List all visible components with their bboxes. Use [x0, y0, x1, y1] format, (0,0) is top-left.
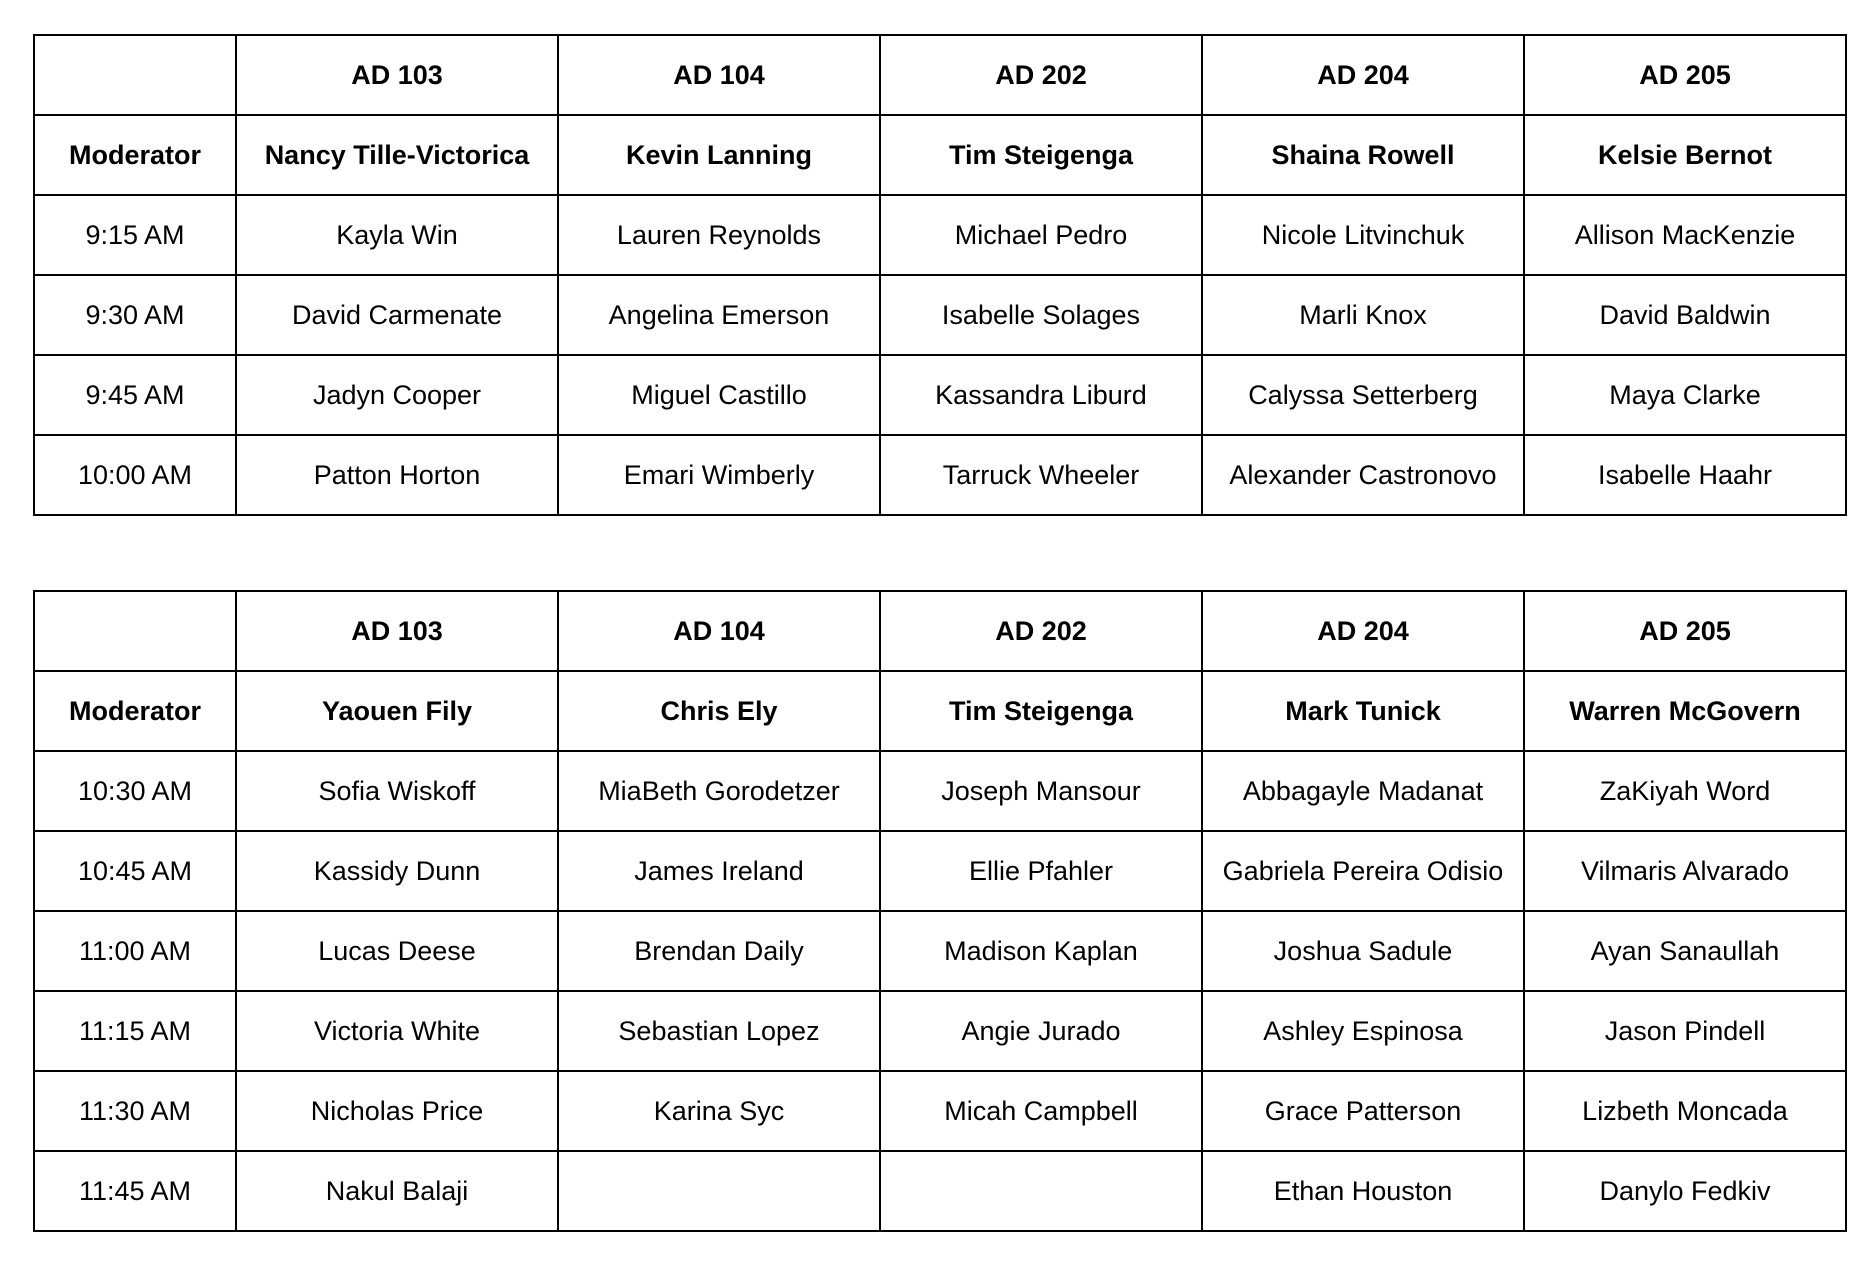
presenter-cell: Marli Knox [1202, 275, 1524, 355]
room-header: AD 202 [880, 35, 1202, 115]
presenter-cell: Jason Pindell [1524, 991, 1846, 1071]
room-header: AD 204 [1202, 35, 1524, 115]
time-slot-row [34, 751, 1846, 831]
presenter-cell: Nicholas Price [236, 1071, 558, 1151]
presenter-cell: Michael Pedro [880, 195, 1202, 275]
moderator-name: Nancy Tille-Victorica [236, 115, 558, 195]
presenter-cell: Danylo Fedkiv [1524, 1151, 1846, 1231]
time-cell: 11:30 AM [34, 1071, 236, 1151]
presenter-cell: Ayan Sanaullah [1524, 911, 1846, 991]
presenter-cell: Maya Clarke [1524, 355, 1846, 435]
presenter-cell: ZaKiyah Word [1524, 751, 1846, 831]
time-slot-row [34, 1071, 1846, 1151]
presenter-cell: Ashley Espinosa [1202, 991, 1524, 1071]
time-cell: 11:00 AM [34, 911, 236, 991]
schedule-table-morning-2 [33, 590, 1847, 1232]
presenter-cell: Kayla Win [236, 195, 558, 275]
presenter-cell: David Baldwin [1524, 275, 1846, 355]
presenter-cell: Jadyn Cooper [236, 355, 558, 435]
moderator-label: Moderator [34, 115, 236, 195]
room-header: AD 104 [558, 591, 880, 671]
moderator-name: Yaouen Fily [236, 671, 558, 751]
presenter-cell: Karina Syc [558, 1071, 880, 1151]
presenter-cell: Sofia Wiskoff [236, 751, 558, 831]
time-cell: 10:45 AM [34, 831, 236, 911]
presenter-cell: Joshua Sadule [1202, 911, 1524, 991]
presenter-cell: Kassandra Liburd [880, 355, 1202, 435]
presenter-cell: Calyssa Setterberg [1202, 355, 1524, 435]
time-slot-row [34, 1151, 1846, 1231]
presenter-cell: Micah Campbell [880, 1071, 1202, 1151]
time-cell: 9:15 AM [34, 195, 236, 275]
presenter-cell: Lucas Deese [236, 911, 558, 991]
presenter-cell: Allison MacKenzie [1524, 195, 1846, 275]
moderator-row [34, 671, 1846, 751]
moderator-name: Kevin Lanning [558, 115, 880, 195]
moderator-label: Moderator [34, 671, 236, 751]
presenter-cell: Angie Jurado [880, 991, 1202, 1071]
time-cell: 10:00 AM [34, 435, 236, 515]
presenter-cell: Tarruck Wheeler [880, 435, 1202, 515]
presenter-cell: James Ireland [558, 831, 880, 911]
time-cell: 11:15 AM [34, 991, 236, 1071]
room-header: AD 103 [236, 591, 558, 671]
presenter-cell: Gabriela Pereira Odisio [1202, 831, 1524, 911]
presenter-cell: Madison Kaplan [880, 911, 1202, 991]
moderator-row [34, 115, 1846, 195]
presenter-cell: David Carmenate [236, 275, 558, 355]
room-header: AD 104 [558, 35, 880, 115]
presenter-cell: Joseph Mansour [880, 751, 1202, 831]
presenter-cell: Kassidy Dunn [236, 831, 558, 911]
moderator-name: Tim Steigenga [880, 671, 1202, 751]
presenter-cell: Emari Wimberly [558, 435, 880, 515]
room-header: AD 205 [1524, 35, 1846, 115]
time-cell: 9:45 AM [34, 355, 236, 435]
time-cell: 9:30 AM [34, 275, 236, 355]
presenter-cell: Angelina Emerson [558, 275, 880, 355]
presenter-cell: Ellie Pfahler [880, 831, 1202, 911]
presenter-cell: Sebastian Lopez [558, 991, 880, 1071]
time-cell: 10:30 AM [34, 751, 236, 831]
moderator-name: Kelsie Bernot [1524, 115, 1846, 195]
moderator-name: Mark Tunick [1202, 671, 1524, 751]
time-slot-row [34, 991, 1846, 1071]
presenter-cell [880, 1151, 1202, 1231]
presenter-cell: Patton Horton [236, 435, 558, 515]
presenter-cell: Miguel Castillo [558, 355, 880, 435]
presenter-cell: MiaBeth Gorodetzer [558, 751, 880, 831]
room-header: AD 204 [1202, 591, 1524, 671]
moderator-name: Chris Ely [558, 671, 880, 751]
room-header-row [34, 35, 1846, 115]
moderator-name: Shaina Rowell [1202, 115, 1524, 195]
time-slot-row [34, 831, 1846, 911]
time-slot-row [34, 435, 1846, 515]
corner-cell [34, 591, 236, 671]
moderator-name: Tim Steigenga [880, 115, 1202, 195]
presenter-cell: Nicole Litvinchuk [1202, 195, 1524, 275]
presenter-cell [558, 1151, 880, 1231]
time-slot-row [34, 355, 1846, 435]
corner-cell [34, 35, 236, 115]
presenter-cell: Brendan Daily [558, 911, 880, 991]
schedule-table-morning-1 [33, 34, 1847, 516]
time-cell: 11:45 AM [34, 1151, 236, 1231]
presenter-cell: Abbagayle Madanat [1202, 751, 1524, 831]
presenter-cell: Alexander Castronovo [1202, 435, 1524, 515]
presenter-cell: Ethan Houston [1202, 1151, 1524, 1231]
presenter-cell: Isabelle Haahr [1524, 435, 1846, 515]
presenter-cell: Lauren Reynolds [558, 195, 880, 275]
time-slot-row [34, 275, 1846, 355]
room-header: AD 202 [880, 591, 1202, 671]
presenter-cell: Lizbeth Moncada [1524, 1071, 1846, 1151]
room-header-row [34, 591, 1846, 671]
time-slot-row [34, 911, 1846, 991]
moderator-name: Warren McGovern [1524, 671, 1846, 751]
presenter-cell: Victoria White [236, 991, 558, 1071]
presenter-cell: Isabelle Solages [880, 275, 1202, 355]
room-header: AD 205 [1524, 591, 1846, 671]
presenter-cell: Grace Patterson [1202, 1071, 1524, 1151]
time-slot-row [34, 195, 1846, 275]
room-header: AD 103 [236, 35, 558, 115]
presenter-cell: Nakul Balaji [236, 1151, 558, 1231]
presenter-cell: Vilmaris Alvarado [1524, 831, 1846, 911]
